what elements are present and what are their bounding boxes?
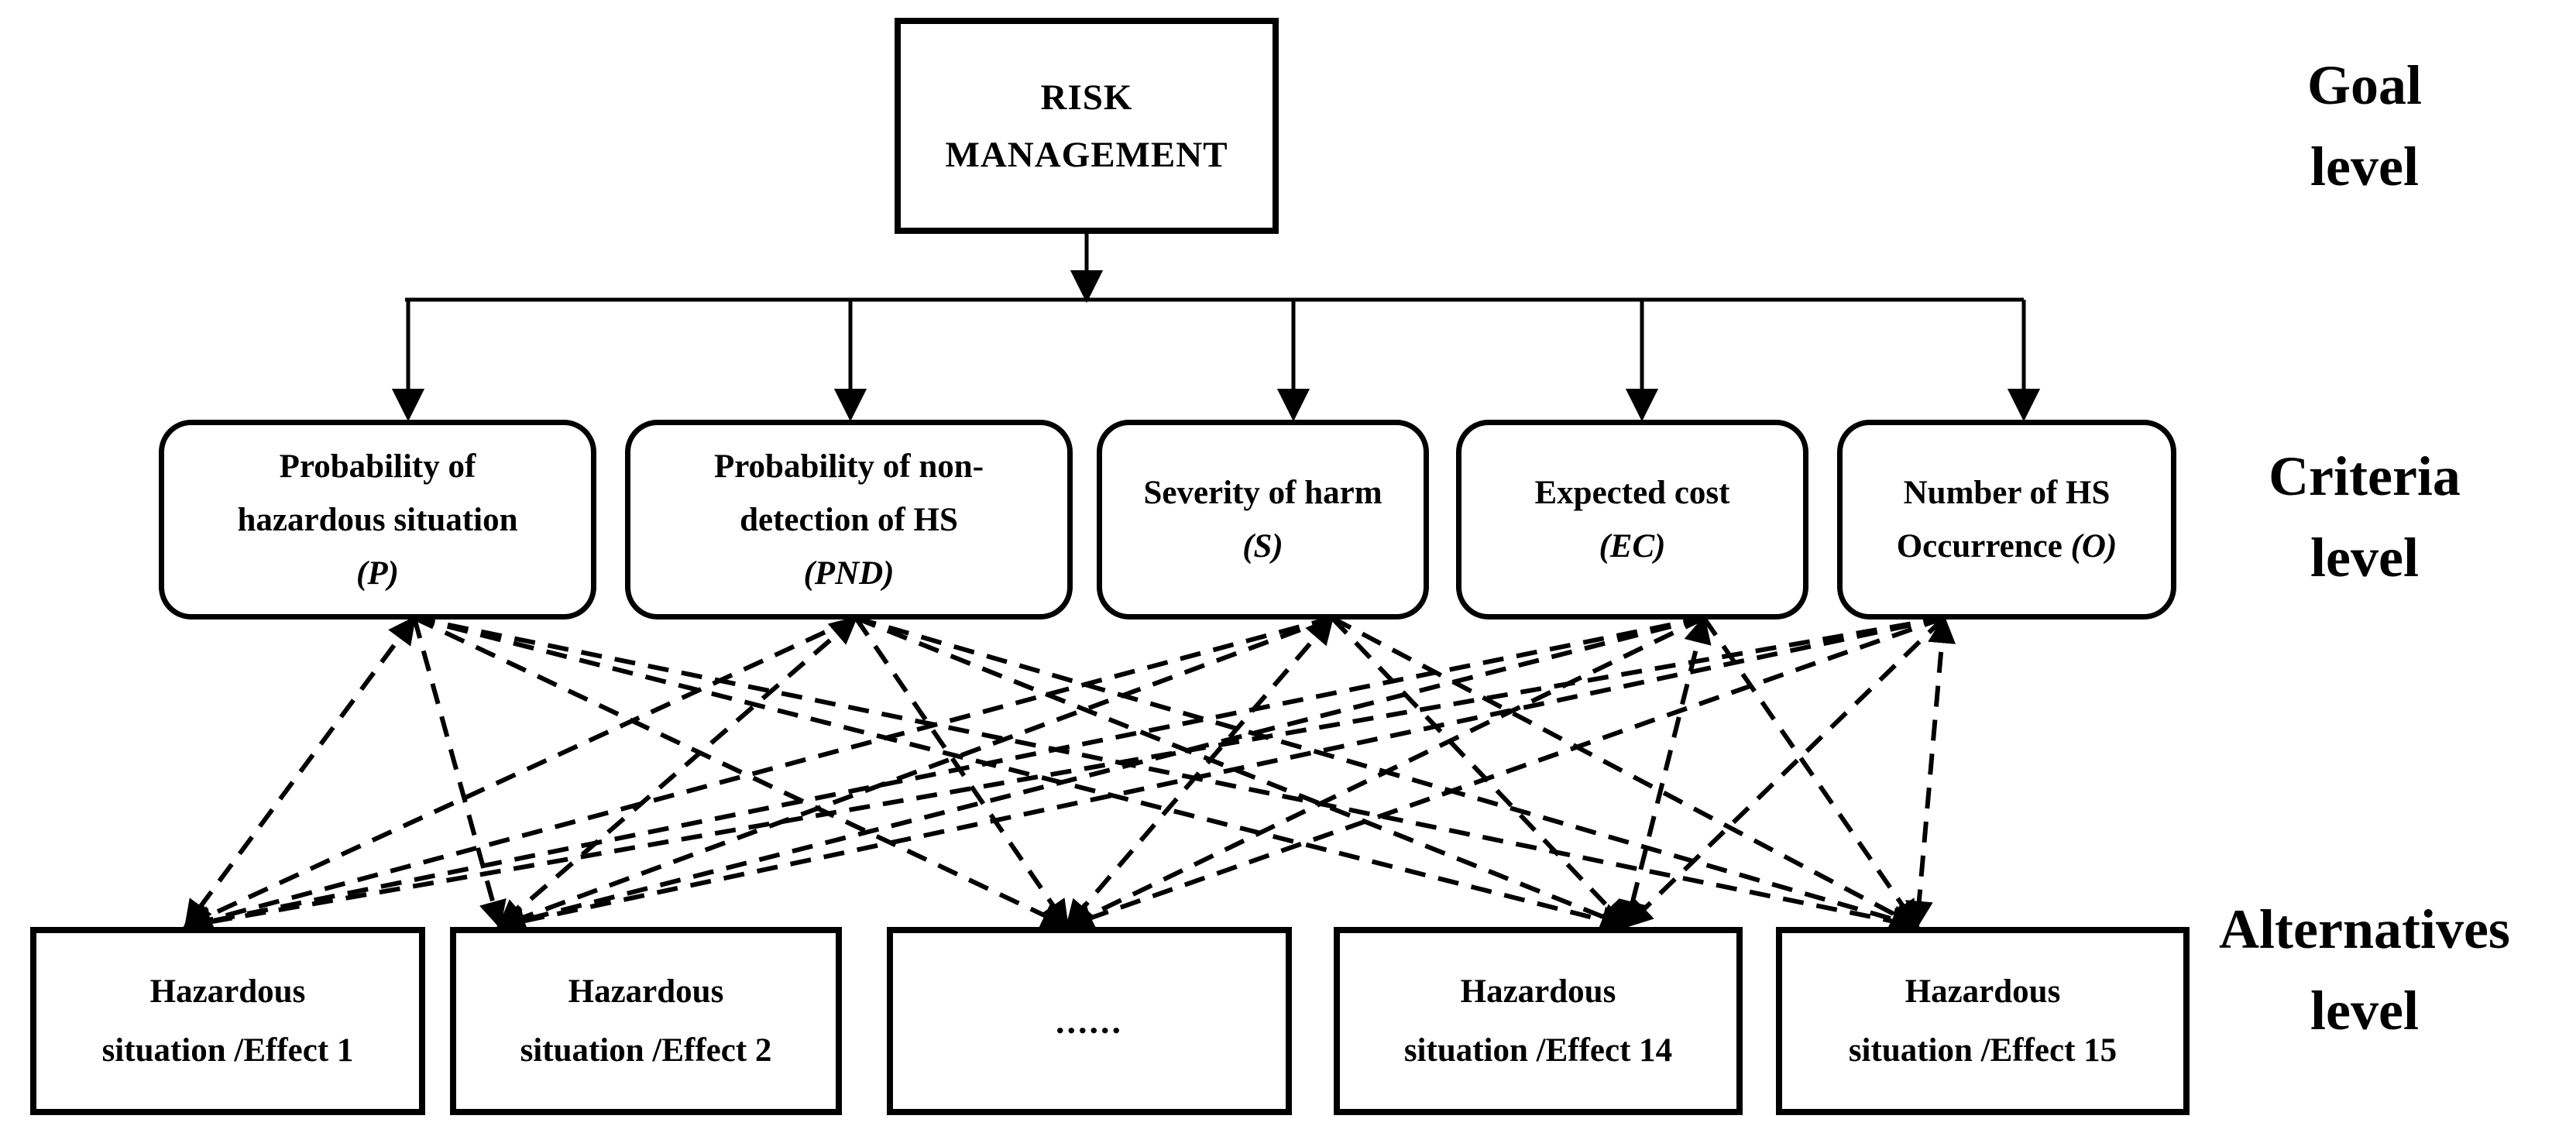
criteria-box-text [238,440,518,600]
criteria-symbol: (S) [1242,528,1283,565]
level-label-criteria [2153,436,2576,599]
dashed-link-line [500,618,1944,926]
goal-to-criteria-connectors [405,234,2024,418]
criteria-box [1837,420,2176,620]
alternative-box-text [1056,992,1123,1051]
dashed-link-line [1332,618,1626,926]
level-label-line: level [2310,527,2419,589]
level-label-goal [2153,45,2576,208]
criteria-line: hazardous situation [237,501,518,538]
criteria-line-text: Occurrence [1896,528,2063,565]
level-label-line: Goal [2306,54,2422,116]
alternative-box-text [1404,963,1672,1080]
alternative-box [1776,927,2190,1115]
criteria-box-text [1535,466,1730,573]
criteria-symbol: (O) [2070,528,2117,565]
level-label-line: Criteria [2269,445,2461,507]
alternative-box [1334,927,1743,1115]
criteria-symbol: (PND) [803,554,895,592]
level-label-line: level [2310,980,2419,1042]
criteria-line: Number of HS [1903,475,2111,511]
dashed-link-line [856,618,1067,926]
goal-box [895,18,1279,234]
goal-box-line: RISK [1040,77,1133,118]
alternative-line: situation /Effect 15 [1848,1031,2117,1069]
criteria-symbol: (P) [356,554,399,592]
criteria-box [1456,420,1808,620]
dashed-link-line [500,618,1704,926]
criteria-box [159,420,596,620]
criteria-box-text [1143,466,1382,573]
criteria-box [625,420,1073,620]
alternative-box-ellipsis [887,927,1292,1115]
criteria-symbol: (EC) [1599,528,1666,565]
goal-box-text [945,69,1228,184]
alternative-box-text [102,963,354,1080]
alternative-line: situation /Effect 1 [101,1031,354,1069]
alternative-line: Hazardous [1905,973,2061,1010]
dashed-link-line [1917,618,1944,926]
criteria-line: Probability of non- [713,448,984,485]
alternative-box-text [1849,963,2117,1080]
alternative-box [30,927,425,1115]
criteria-line [1897,520,2117,573]
level-label-alternatives [2153,889,2576,1052]
criteria-box [1097,420,1429,620]
alternative-line: Hazardous [1460,973,1616,1010]
dashed-link-line [500,618,1332,926]
alternative-box-text [520,963,772,1080]
criteria-to-alternatives-links [186,618,1944,926]
level-label-line: level [2310,136,2419,197]
criteria-box-text [714,440,984,600]
alternative-line: Hazardous [149,973,306,1010]
goal-box-line: MANAGEMENT [945,134,1228,175]
alternative-line: situation /Effect 14 [1403,1031,1673,1069]
criteria-line: Probability of [279,448,476,485]
dashed-link-line [186,618,414,926]
criteria-line: Expected cost [1534,475,1730,511]
alternative-line: situation /Effect 2 [520,1031,772,1069]
dashed-link-line [186,618,1944,926]
ellipsis-text: ...... [1056,1001,1123,1041]
criteria-line: detection of HS [740,501,958,538]
level-label-line: Alternatives [2219,898,2510,960]
criteria-box-text [1897,466,2117,573]
criteria-line: Severity of harm [1143,475,1382,511]
alternative-line: Hazardous [568,973,724,1010]
alternative-box [450,927,842,1115]
dashed-link-line [1332,618,1917,926]
